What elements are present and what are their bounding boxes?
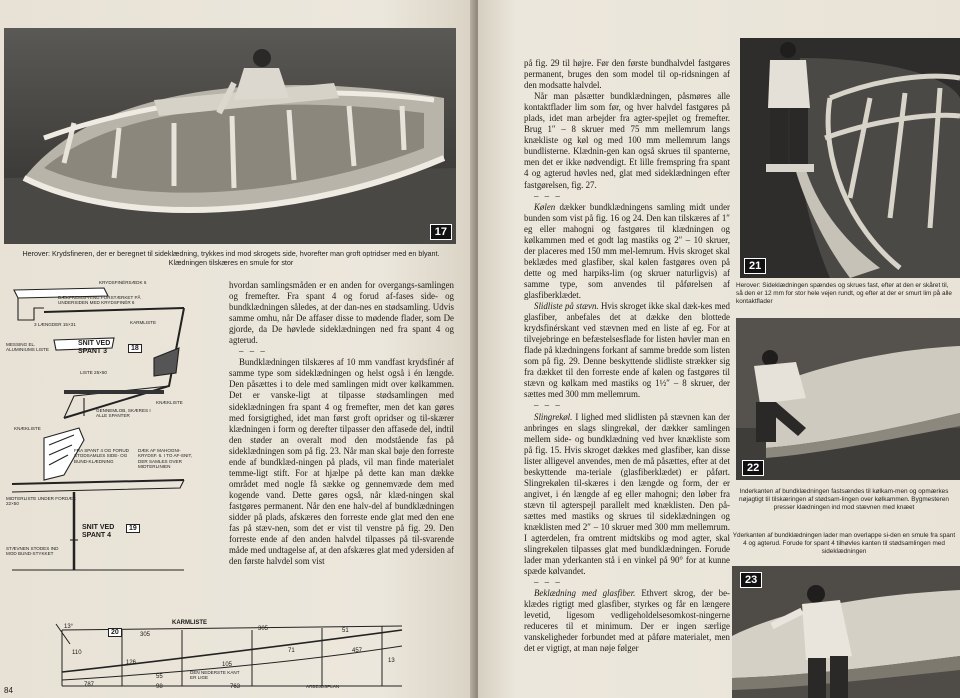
plan-dim-13: 13 <box>388 658 395 664</box>
right-page <box>478 0 960 698</box>
right-paragraph-3 <box>524 202 730 301</box>
plan-dim-55: 55 <box>156 674 163 680</box>
left-paragraph-2-text: Bundklædningen tilskæres af 10 mm vandfast krydsfinér af samme type som sideklædningen og helst også i én længde. Den påsættes i to dele med samlingen midt over kølkammen. Det er vanske-ligt at tilpasse stødsamlingen med sideklædningen fra spant 4 og fremefter, men det kan gøres med forsigtighed, idet man først groft opridser og til-skærer klædningen i form og derefter tilpasser den affasede del, indtil den støder an overalt mod den modstående fas på sideklædningen som på fig. 23. Når man skal bøje den forreste ende af bundklæd-ningen på plads, vil man finde materialet temme-ligt stift. For at hjælpe på dette kan man dække området med nogle få sække og gennemvæde dem med kogende vand. Dette gøres også, når klæd-ningen skal fastgøres permanent. Når den ene halv-del af bundklædningen sidder på plads, afskæres den forreste ende glat med den ene fas på stæv-nen, som det er vist til venstre på fig. 29. Den forreste ende af den anden halvdel tilpasses på til-svarende måde med undtagelse af, at den afskæres glat med ydersiden af den første halvdel som vist <box>229 357 454 567</box>
fig19-label-b: FRA SPANT 4 OG FORUD STODSAMLES SIDE- OG BUND-KLÆDNING <box>74 448 129 464</box>
right-paragraph-3-text: dækker bundklædningens samling midt under bunden som vist på fig. 16 og 24. Den kan tilskæres af 1″ eg eller mahogni og fastgøres til klædningen og kølkammen med et godt lag mastiks og 2″ – 10 skruer, der placeres med 150 mm mel-lemrum. Hvis skroget skal beklædes med glasfiber, skal kølen fastgøres oven på dette og med harpiks-lim (og skruer naturligvis) af samme type, som anvendes til påførelsen af glasfiberklædet. <box>524 201 730 300</box>
plan-dim-51: 51 <box>342 628 349 634</box>
plan-dim-787: 787 <box>84 682 95 688</box>
plan-dim-126: 126 <box>126 660 137 666</box>
right-paragraph-3-label: Kølen <box>534 201 556 212</box>
left-page <box>0 0 476 698</box>
fig19-number: 19 <box>126 524 140 533</box>
right-paragraph-5 <box>524 412 730 578</box>
fig19-label-d: MIDTERLISTE UNDER FORDÆK 22×50 <box>6 496 76 507</box>
figure-18-drawing <box>4 278 192 428</box>
right-separator-2: – – – <box>534 400 562 411</box>
plan-dim-110: 110 <box>72 650 82 656</box>
fig19-label-a: KNÆKLISTE <box>14 426 41 431</box>
plan-dim-763: 763 <box>230 684 241 690</box>
left-text-column <box>229 280 454 567</box>
fig18-label-g: KNÆKLISTE <box>156 400 183 405</box>
fig19-title: SNIT VED SPANT 4 <box>82 524 115 539</box>
figure-22-caption: Inderkanten af bundklædningen fastsændes til kølkam-men og opmærkes nøjagtigt til tilskæringen af stødsam-lingen over kølkammen. Bygmesteren presser klædningen ind mod stævnen med knæet <box>739 488 949 511</box>
plan-angle: 13° <box>64 624 74 630</box>
right-paragraph-6-text: Ethvert skrog, der be-klædes rigtigt med glasfiber, styrkes og får en længere levetid, ligesom vedligeholdelsesomkost-ningerne reduceres til et minimum. Der er ingen særlige vanskeligheder forbundet med at påføre materialet, men det er vigtigt, at man nøje følger <box>524 588 730 654</box>
right-paragraph-6 <box>524 588 730 654</box>
left-paragraph-2 <box>229 357 454 567</box>
fig18-label-f: LISTE 25×50 <box>80 370 107 375</box>
fig19-label-e: STÆVNEN STODES IND MOD BUND-STYKKET <box>6 546 59 557</box>
right-paragraph-1: på fig. 29 til højre. Før den første bundhalvdel fastgøres permanent, bruges den som model til op-ridsningen af den modsatte halvdel. <box>524 58 730 91</box>
right-paragraph-4 <box>524 301 730 400</box>
right-paragraph-6-label: Beklædning med glasfiber. <box>534 588 636 599</box>
plan-dim-305-b: 305 <box>258 626 269 632</box>
plan-title: KARMLISTE <box>172 620 207 626</box>
figure-19-drawing <box>4 420 192 580</box>
right-text-column <box>524 58 730 655</box>
plan-dim-105: 105 <box>222 662 233 668</box>
fig18-title: SNIT VED SPANT 3 <box>78 340 111 355</box>
plan-label-plan: ARBEJDSPLAN <box>306 684 340 689</box>
right-paragraph-5-label: Slingrekøl. <box>534 411 573 422</box>
figure-23-number: 23 <box>740 572 762 588</box>
plan-dim-98: 98 <box>156 684 163 690</box>
fig18-label-d: KARMLISTE <box>130 320 157 325</box>
left-paragraph-1: hvordan samlingsmåden er en anden for overgangs-samlingen og fremefter. Fra spant 4 og forud af-fases side- og bundklædningen således, at der dan-nes en stødsamling. Udvis samme omhu, når De affaser disse to mødende flader, som De gjorde, da De høvlede sideklædningen ned fra spant 4 og agterud. <box>229 280 454 346</box>
plan-label-kant: DEN NEDERSTE KANT ER LIGE <box>190 670 240 681</box>
fig18-label-e: MESSING EL. ALUMINIUMS LISTE <box>6 342 49 353</box>
figure-21-number: 21 <box>744 258 766 274</box>
plan-number: 20 <box>108 628 122 637</box>
fig18-label-b: DÆKFREMSPRING FORSTÆRKET PÅ UNDERSIDEN MED KRYDSFINÉR 6 <box>58 295 141 306</box>
plan-dim-457: 457 <box>352 648 363 654</box>
fig18-label-h: GENNEMLOB, SKÆRES I ALLE SPANTER <box>96 408 151 419</box>
figure-17-number: 17 <box>430 224 452 240</box>
figure-22-photo <box>736 318 960 480</box>
figure-23-caption: Yderkanten af bundklædningen lader man overlappe si-den en smule fra spant 4 og agterud. Forude for spant 4 tilhøvles kanten til stødsamlingen med sideklædningen <box>732 532 956 555</box>
figure-22-number: 22 <box>742 460 764 476</box>
fig18-label-a: KRYDSFINÉRSÆDK 6 <box>99 280 147 285</box>
left-separator: – – – <box>239 346 267 357</box>
right-separator-3: – – – <box>534 577 562 588</box>
fig18-label-c: 3 LÆNGDER 15×31 <box>34 322 76 327</box>
plan-dim-305-a: 305 <box>140 632 151 638</box>
page-number-left: 84 <box>4 686 13 695</box>
right-paragraph-5-text: I lighed med slidlisten på stævnen kan der anbringes en slags slingrekøl, der dækker samlingen mellem side- og bundklædning ved hver knækliste som på fig. 15. Hvis skroget dækkes med glasfiber, kan disse lister alligevel anvendes, men de må påsættes, efter at det beskyttende ma-teriale (glasfiberklædet) er påført. Slingrekølen til-skæres i den længde og form, der er angivet, i én længde af eg eller mahogni; den løber fra stævn til agterspejl parallelt med knæklisten. Den på-sættes med mastiks og skrues til sideklædningen og knæklisten med 2″ – 10 skruer med 300 mm mellemrum. I agterdelen, fra omtrent midtskibs og mod agter, skal slingrekølen tilpasses glat med bundklædningen. Forude lader man yderkanten stå i en vinkel på 90° for at kunne spæde kølvandet. <box>524 411 730 577</box>
figure-17-photo <box>4 28 456 244</box>
figure-21-caption: Herover: Sideklædningen spændes og skrues fast, efter at den er skåret til, så den er 12 mm for stor hele vejen rundt, og efter at der er smurt lim på alle kontaktflader <box>736 282 952 305</box>
fig18-number: 18 <box>128 344 142 353</box>
right-paragraph-2: Når man påsætter bundklædningen, påsmøres alle kontaktflader lim som før, og hver halvdel fastgøres på plads, idet man arbejder fra agter-spejlet og fremefter. Brug 1″ – 8 skruer med 75 mm mellemrum langs knækliste og køl og med 100 mm mellemrum langs bundlisterne. Klædnin-gen kan også skrues til spanterne, men det er ikke nødvendigt. Et lille fremspring fra spant 4 og agterud høvles ned, glat med sideklædningen efter fastgørelsen, fig. 27. <box>524 91 730 190</box>
figure-20-plan <box>52 620 414 696</box>
fig19-label-c: DÆK AF MAHOGNI-KRYDSF. 6. I TO AF-SNIT, DER SAMLES OVER MIDTERLINIEN <box>138 448 193 470</box>
right-paragraph-4-text: Hvis skroget ikke skal dæk-kes med glasfiber, anbefales det at dække den blottede krydsfinérskant ved stævnen med en liste af eg. For at tilvejebringe en befæstelsesflade for listen høvler man en flade på klædningens forkant af samme bredde som listen som på fig. 29. Denne beskyttende slidliste strækker sig fra dækket til den forreste ende af kølen og fastgøres til stævn og kølkam med mastiks og 1½″ – 8 skruer, der sættes med 300 mm mellemrum. <box>524 301 730 400</box>
figure-17-caption: Herover: Krydsfineren, der er beregnet til sideklædning, trykkes ind mod skrogets side, hvorefter man groft optridser med en blyant. Klædningen tilskæres en smule for stor <box>22 249 440 267</box>
right-separator-1: – – – <box>534 190 562 201</box>
figure-23-photo <box>732 566 960 698</box>
figure-21-photo <box>740 38 960 278</box>
plan-dim-71: 71 <box>288 648 295 654</box>
right-paragraph-4-label: Slidliste på stævn. <box>534 301 599 312</box>
